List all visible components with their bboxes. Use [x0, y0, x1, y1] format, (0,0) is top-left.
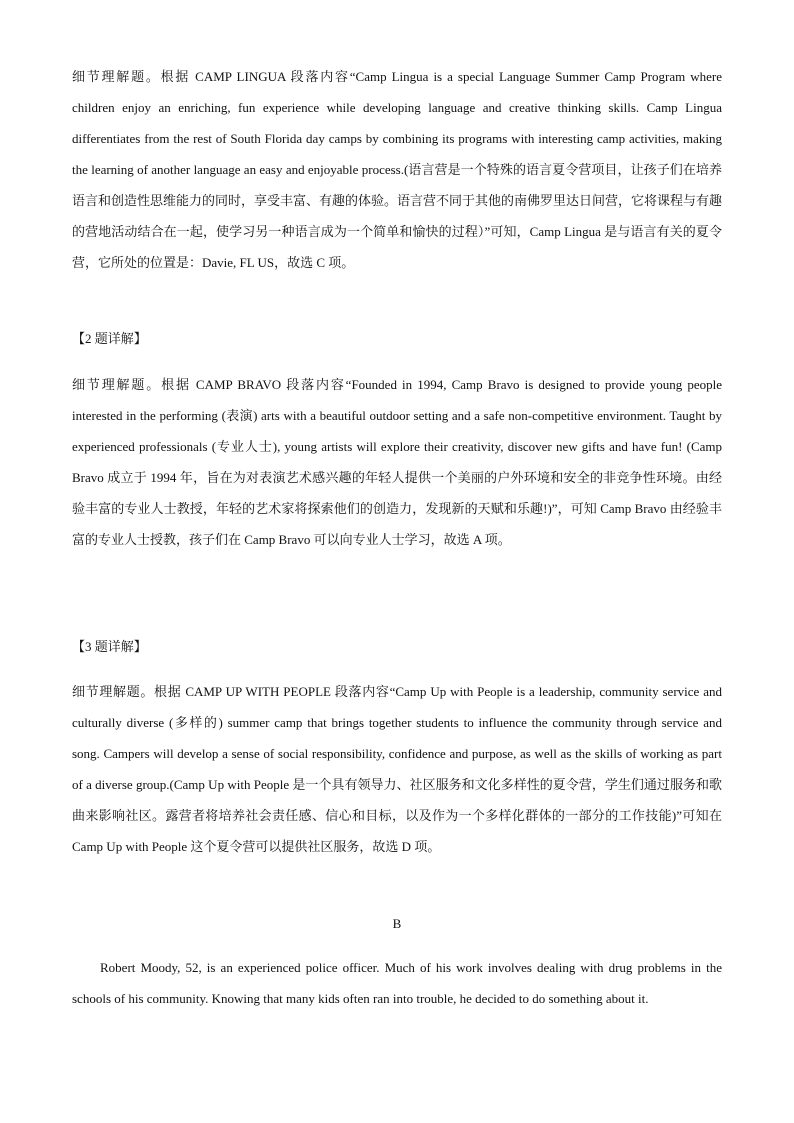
answer-explanation-1: 细节理解题。根据 CAMP LINGUA 段落内容“Camp Lingua is a special Language Summer Camp Program where children enjoy an enriching, fun experience while developing language and creative thinking skills. Camp Lingua differentiates from the rest of South Florida day camps by combining its programs with interesting camp activities, making the learning of another language an easy and enjoyable process.(语言营是一个特殊的语言夏令营项目，让孩子们在培养语言和创造性思维能力的同时，享受丰富、有趣的体验。语言营不同于其他的南佛罗里达日间营，它将课程与有趣的营地活动结合在一起，使学习另一种语言成为一个简单和愉快的过程）”可知，Camp Lingua 是与语言有关的夏令营，它所处的位置是：Davie, FL US，故选 C 项。 [72, 69, 723, 270]
answer-explanation-2: 细节理解题。根据 CAMP BRAVO 段落内容“Founded in 1994, Camp Bravo is designed to provide young people interested in the performing (表演) arts with a beautiful outdoor setting and a safe non-competitive environment. Taught by experienced professionals (专业人士), young artists will explore their creativity, discover new gifts and have fun! (Camp Bravo 成立于 1994 年，旨在为对表演艺术感兴趣的年轻人提供一个美丽的户外环境和安全的非竞争性环境。由经验丰富的专业人士教授，年轻的艺术家将探索他们的创造力，发现新的天赋和乐趣!)”，可知 Camp Bravo 由经验丰富的专业人士授教，孩子们在 Camp Bravo 可以向专业人士学习，故选 A 项。 [72, 377, 722, 547]
answer-explanation-3: 细节理解题。根据 CAMP UP WITH PEOPLE 段落内容“Camp Up with People is a leadership, community service and culturally diverse (多样的) summer camp that brings together students to influence the community through service and song. Campers will develop a sense of social responsibility, confidence and purpose, as well as the skills of working as part of a diverse group.(Camp Up with People 是一个具有领导力、社区服务和文化多样性的夏令营，学生们通过服务和歌曲来影响社区。露营者将培养社会责任感、信心和目标，以及作为一个多样化群体的一部分的工作技能)”可知在 Camp Up with People 这个夏令营可以提供社区服务，故选 D 项。 [72, 684, 722, 854]
question-2-heading: 【2 题详解】 [72, 331, 147, 346]
passage-b-paragraph: Robert Moody, 52, is an experienced police officer. Much of his work involves dealing with drug problems in the schools of his community. Knowing that many kids often ran into trouble, he decided to do something about it. [72, 960, 722, 1006]
question-3-heading: 【3 题详解】 [72, 639, 147, 654]
section-label: B [392, 916, 402, 931]
